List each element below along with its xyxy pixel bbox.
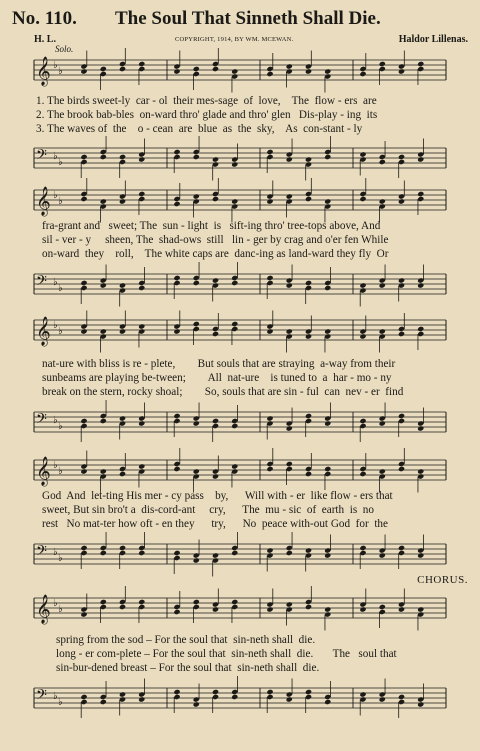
chorus-marking: CHORUS. <box>417 574 468 586</box>
notehead <box>359 471 366 477</box>
bass-clef-icon: 𝄢 <box>36 273 47 293</box>
notehead <box>359 282 366 288</box>
notehead <box>100 198 107 204</box>
notehead <box>324 198 331 204</box>
notehead <box>379 282 386 288</box>
notehead <box>286 696 293 702</box>
notehead <box>266 415 273 421</box>
bass-staff-1 <box>0 140 480 180</box>
notehead <box>173 68 180 74</box>
notehead <box>173 149 180 155</box>
flat-icon: ♭ <box>53 320 58 331</box>
solo-marking: Solo. <box>55 44 74 54</box>
bass-staff-3 <box>0 404 480 444</box>
notehead <box>417 156 424 162</box>
notehead <box>193 557 200 563</box>
notehead <box>305 156 312 162</box>
notehead <box>417 552 424 558</box>
notehead <box>231 161 238 167</box>
notehead <box>231 280 238 286</box>
notehead <box>305 413 312 419</box>
notehead <box>100 699 107 705</box>
treble-clef-icon: 𝄞 <box>36 56 51 85</box>
flat-icon: ♭ <box>53 277 58 288</box>
notehead <box>286 193 293 199</box>
treble-clef-icon: 𝄞 <box>36 594 51 623</box>
treble-staff-1 <box>0 52 480 92</box>
treble-clef-icon: 𝄞 <box>36 456 51 485</box>
notehead <box>359 151 366 157</box>
notehead <box>173 689 180 695</box>
lyric-line: God And let-ting His mer - cy pass by, Will with - er like flow - ers that <box>42 490 393 502</box>
notehead <box>398 545 405 551</box>
notehead <box>417 606 424 612</box>
notehead <box>266 275 273 281</box>
notehead <box>100 154 107 160</box>
notehead <box>398 331 405 337</box>
treble-staff-5 <box>0 590 480 630</box>
notehead <box>286 550 293 556</box>
notehead <box>212 277 219 283</box>
notehead <box>193 280 200 286</box>
notehead <box>379 328 386 334</box>
treble-clef-icon: 𝄞 <box>36 186 51 215</box>
bass-clef-icon: 𝄢 <box>36 411 47 431</box>
lyric-line: nat-ure with bliss is re - plete, But souls that are straying a-way from their <box>42 358 396 370</box>
notehead <box>193 193 200 199</box>
notehead <box>173 413 180 419</box>
notehead <box>305 333 312 339</box>
notehead <box>119 604 126 610</box>
notehead <box>173 466 180 472</box>
copyright-notice: COPYRIGHT, 1914, BY WM. MCEWAN. <box>175 36 294 43</box>
notehead <box>359 196 366 202</box>
notehead <box>379 696 386 702</box>
notehead <box>212 331 219 337</box>
notehead <box>266 689 273 695</box>
notehead <box>100 418 107 424</box>
notehead <box>173 609 180 615</box>
flat-icon: ♭ <box>58 157 63 168</box>
notehead <box>231 599 238 605</box>
notehead <box>379 420 386 426</box>
lyric-line: on-ward they roll, The white caps are danc-ing as land-ward they fly Or <box>42 248 389 260</box>
notehead <box>324 552 331 558</box>
notehead <box>266 606 273 612</box>
notehead <box>324 328 331 334</box>
notehead <box>80 280 87 286</box>
notehead <box>231 68 238 74</box>
notehead <box>100 328 107 334</box>
flat-icon: ♭ <box>58 66 63 77</box>
lyric-line: sweet, But sin bro't a dis-cord-ant cry, The mu - sic of earth is no <box>42 504 374 516</box>
hymn-header <box>10 8 472 32</box>
notehead <box>305 689 312 695</box>
notehead <box>324 606 331 612</box>
notehead <box>173 275 180 281</box>
flat-icon: ♭ <box>58 196 63 207</box>
notehead <box>80 545 87 551</box>
flat-icon: ♭ <box>53 691 58 702</box>
lyric-line: spring from the sod – For the soul that sin-neth shall die. <box>56 634 316 646</box>
notehead <box>305 68 312 74</box>
notehead <box>231 321 238 327</box>
notehead <box>138 463 145 469</box>
notehead <box>359 71 366 77</box>
treble-staff-4 <box>0 452 480 492</box>
notehead <box>379 198 386 204</box>
notehead <box>398 198 405 204</box>
notehead <box>398 68 405 74</box>
notehead <box>193 701 200 707</box>
treble-clef-icon: 𝄞 <box>36 316 51 345</box>
notehead <box>359 545 366 551</box>
flat-icon: ♭ <box>53 190 58 201</box>
author-initials: H. L. <box>34 34 56 45</box>
notehead <box>305 547 312 553</box>
notehead <box>173 328 180 334</box>
lyric-line: break on the stern, rocky shoal; So, souls that are sin - ful can nev - er find <box>42 386 404 398</box>
notehead <box>379 604 386 610</box>
notehead <box>417 468 424 474</box>
composer-name: Haldor Lillenas. <box>398 34 468 45</box>
notehead <box>212 606 219 612</box>
hymn-number: No. 110. <box>12 8 77 29</box>
notehead <box>398 154 405 160</box>
notehead <box>173 550 180 556</box>
notehead <box>173 201 180 207</box>
notehead <box>305 196 312 202</box>
notehead <box>119 471 126 477</box>
notehead <box>231 550 238 556</box>
lyric-line: fra-grant and sweet; The sun - light is sift-ing thro' tree-tops above, And <box>42 220 381 232</box>
bass-staff-2 <box>0 266 480 306</box>
notehead <box>193 321 200 327</box>
notehead <box>100 282 107 288</box>
notehead <box>266 328 273 334</box>
bass-clef-icon: 𝄢 <box>36 147 47 167</box>
notehead <box>324 699 331 705</box>
flat-icon: ♭ <box>53 460 58 471</box>
notehead <box>212 552 219 558</box>
notehead <box>305 604 312 610</box>
notehead <box>193 599 200 605</box>
lyric-line: long - er com-plete – For the soul that sin-neth shall die. The soul that <box>56 648 397 660</box>
notehead <box>119 282 126 288</box>
notehead <box>119 154 126 160</box>
notehead <box>119 545 126 551</box>
notehead <box>138 61 145 67</box>
notehead <box>138 550 145 556</box>
notehead <box>286 601 293 607</box>
flat-icon: ♭ <box>53 151 58 162</box>
notehead <box>286 328 293 334</box>
notehead <box>324 466 331 472</box>
notehead <box>398 413 405 419</box>
notehead <box>398 606 405 612</box>
notehead <box>212 156 219 162</box>
lyric-line: 2. The brook bab-bles on-ward thro' glade and thro' glen Dis-play - ing its <box>36 109 378 121</box>
notehead <box>398 277 405 283</box>
notehead <box>324 285 331 291</box>
flat-icon: ♭ <box>53 547 58 558</box>
notehead <box>119 328 126 334</box>
hymn-title: The Soul That Sinneth Shall Die. <box>115 8 381 29</box>
notehead <box>138 323 145 329</box>
notehead <box>212 689 219 695</box>
notehead <box>379 552 386 558</box>
flat-icon: ♭ <box>53 60 58 71</box>
notehead <box>80 418 87 424</box>
notehead <box>286 63 293 69</box>
lyric-line: rest No mat-ter how oft - en they try, No peace with-out God for the <box>42 518 388 530</box>
treble-staff-2 <box>0 182 480 222</box>
notehead <box>119 66 126 72</box>
flat-icon: ♭ <box>58 697 63 708</box>
notehead <box>266 547 273 553</box>
notehead <box>80 468 87 474</box>
notehead <box>100 468 107 474</box>
notehead <box>231 423 238 429</box>
notehead <box>212 196 219 202</box>
bass-staff-4 <box>0 536 480 576</box>
notehead <box>379 468 386 474</box>
notehead <box>417 701 424 707</box>
notehead <box>266 71 273 77</box>
notehead <box>417 61 424 67</box>
notehead <box>100 599 107 605</box>
notehead <box>231 694 238 700</box>
notehead <box>231 198 238 204</box>
lyric-line: 3. The waves of the o - cean are blue as the sky, As con-stant - ly <box>36 123 363 135</box>
notehead <box>138 696 145 702</box>
notehead <box>286 282 293 288</box>
treble-staff-3 <box>0 312 480 352</box>
notehead <box>100 550 107 556</box>
notehead <box>379 61 386 67</box>
flat-icon: ♭ <box>58 326 63 337</box>
notehead <box>324 154 331 160</box>
notehead <box>193 468 200 474</box>
notehead <box>324 420 331 426</box>
notehead <box>80 611 87 617</box>
notehead <box>379 159 386 165</box>
notehead <box>138 285 145 291</box>
flat-icon: ♭ <box>58 283 63 294</box>
notehead <box>80 328 87 334</box>
notehead <box>359 606 366 612</box>
notehead <box>359 418 366 424</box>
bass-staff-5 <box>0 680 480 720</box>
flat-icon: ♭ <box>53 415 58 426</box>
notehead <box>138 191 145 197</box>
notehead <box>359 691 366 697</box>
notehead <box>417 425 424 431</box>
lyric-line: 1. The birds sweet-ly car - ol their mes-sage of love, The flow - ers are <box>36 95 377 107</box>
notehead <box>119 198 126 204</box>
notehead <box>286 156 293 162</box>
lyric-line: sunbeams are playing be-tween; All nat-ure is tuned to a har - mo - ny <box>42 372 392 384</box>
notehead <box>266 466 273 472</box>
flat-icon: ♭ <box>58 553 63 564</box>
lyric-line: sil - ver - y sheen, The shad-ows still lin - ger by crag and o'er fen While <box>42 234 389 246</box>
notehead <box>119 415 126 421</box>
notehead <box>80 154 87 160</box>
notehead <box>80 694 87 700</box>
notehead <box>417 326 424 332</box>
bass-clef-icon: 𝄢 <box>36 687 47 707</box>
notehead <box>286 461 293 467</box>
notehead <box>212 66 219 72</box>
notehead <box>193 66 200 72</box>
notehead <box>138 599 145 605</box>
notehead <box>80 196 87 202</box>
notehead <box>286 425 293 431</box>
notehead <box>417 191 424 197</box>
notehead <box>119 691 126 697</box>
notehead <box>138 156 145 162</box>
notehead <box>305 280 312 286</box>
notehead <box>305 471 312 477</box>
notehead <box>359 333 366 339</box>
notehead <box>398 466 405 472</box>
flat-icon: ♭ <box>58 604 63 615</box>
flat-icon: ♭ <box>58 466 63 477</box>
notehead <box>193 420 200 426</box>
lyric-line: sin-bur-dened breast – For the soul that sin-neth shall die. <box>56 662 320 674</box>
notehead <box>417 282 424 288</box>
notehead <box>324 68 331 74</box>
notehead <box>212 418 219 424</box>
notehead <box>398 694 405 700</box>
notehead <box>193 154 200 160</box>
notehead <box>138 420 145 426</box>
notehead <box>212 473 219 479</box>
notehead <box>80 68 87 74</box>
notehead <box>231 463 238 469</box>
flat-icon: ♭ <box>53 598 58 609</box>
bass-clef-icon: 𝄢 <box>36 543 47 563</box>
notehead <box>266 198 273 204</box>
notehead <box>100 66 107 72</box>
notehead <box>266 149 273 155</box>
flat-icon: ♭ <box>58 421 63 432</box>
